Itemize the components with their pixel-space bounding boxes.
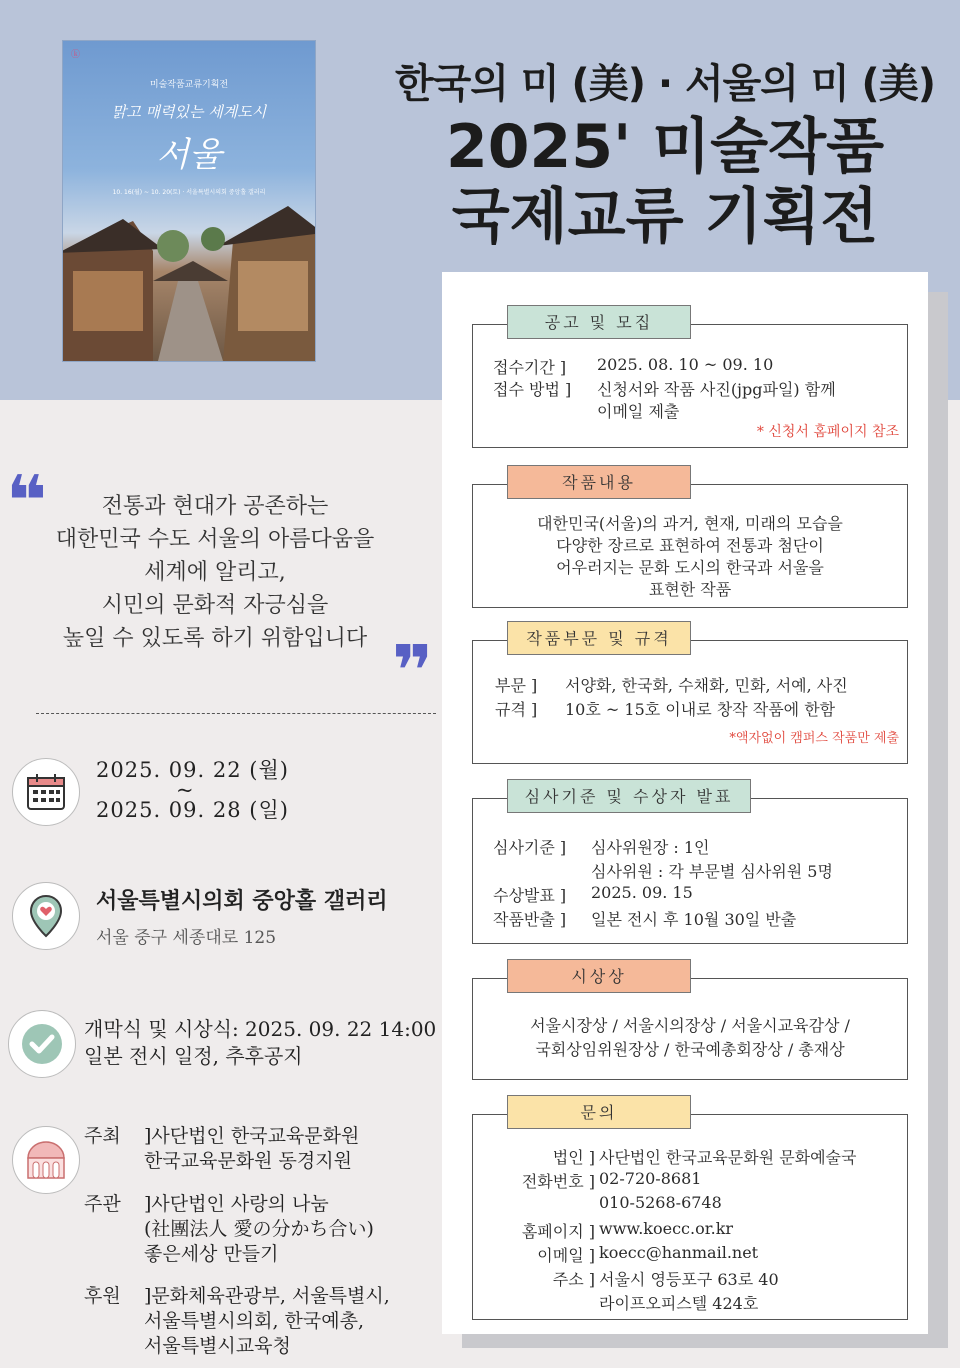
contact-addr-2: 라이프오피스텔 424호 <box>599 1294 759 1313</box>
content-tab: 작품내용 <box>507 465 691 499</box>
recruit-period-label: 접수기간 ] <box>493 358 567 377</box>
section-divider <box>36 713 436 714</box>
category-section: 서양화, 한국화, 수채화, 민화, 서예, 사진 <box>565 676 848 695</box>
building-icon <box>12 1126 80 1194</box>
contact-tab: 문의 <box>507 1095 691 1129</box>
exhibition-dates <box>96 760 289 820</box>
ceremony-line-1: 개막식 및 시상식: 2025. 09. 22 14:00 <box>84 1017 437 1041</box>
recruit-note: * 신청서 홈페이지 참조 <box>756 424 899 440</box>
contact-addr-1: 서울시 영등포구 63로 40 <box>599 1270 779 1289</box>
organizer-label: 주관 <box>84 1193 121 1215</box>
venue-address: 서울 중구 세종대로 125 <box>96 928 277 948</box>
sponsor-line: ]문화체육관광부, 서울특별시, <box>144 1285 390 1307</box>
contact-email-link[interactable]: koecc@hanmail.net <box>599 1243 759 1262</box>
hanok-village-illustration <box>63 191 316 361</box>
contact-addr-label: 주소 ] <box>552 1270 595 1289</box>
poster-date-line: 10. 16(월) ~ 10. 20(토) · 서울특별시의회 중앙홀 갤러리 <box>112 189 266 196</box>
end-date: 2025. 09. 28 (일) <box>96 798 289 822</box>
contact-email-label: 이메일 ] <box>537 1246 595 1265</box>
organizer-line: ]사단법인 사랑의 나눔 <box>144 1193 329 1215</box>
organizer-line: (社團法人 愛の分かち合い) <box>144 1218 374 1240</box>
awards-tab: 시상상 <box>507 959 691 993</box>
organizer-line: 좋은세상 만들기 <box>144 1243 279 1265</box>
content-line-3: 어우러지는 문화 도시의 한국과 서울을 <box>556 558 824 577</box>
ceremony-info <box>84 1016 436 1070</box>
mission-line: 대한민국 수도 서울의 아름다움을 <box>55 527 375 552</box>
recruit-method-1: 신청서와 작품 사진(jpg파일) 함께 <box>597 380 836 399</box>
host-label: 주최 <box>84 1125 121 1147</box>
mission-line: 세계에 알리고, <box>144 560 286 585</box>
venue-info <box>96 884 388 948</box>
awards-box <box>472 967 908 1080</box>
contact-box <box>472 1103 908 1320</box>
judging-announce-label: 수상발표 ] <box>493 886 567 905</box>
mission-line: 전통과 현대가 공존하는 <box>101 494 329 519</box>
recruit-period: 2025. 08. 10 ~ 09. 10 <box>597 355 774 374</box>
location-pin-icon <box>12 882 80 950</box>
judging-tab: 심사기준 및 수상자 발표 <box>507 779 751 813</box>
contact-phone-1[interactable]: 02-720-8681 <box>599 1169 702 1188</box>
title-line-1: 한국의 미 (美) · 서울의 미 (美) <box>395 61 935 107</box>
host-info <box>84 1124 359 1174</box>
contact-phone-label: 전화번호 ] <box>521 1172 595 1191</box>
sponsor-line: 서울특별시교육청 <box>144 1335 291 1357</box>
contact-corp: 사단법인 한국교육문화원 문화예술국 <box>599 1148 857 1167</box>
contact-web-label: 홈페이지 ] <box>521 1222 595 1241</box>
mission-statement <box>20 490 410 655</box>
sponsor-info <box>84 1284 390 1359</box>
category-size-label: 규격 ] <box>495 700 538 719</box>
title-line-3: 국제교류 기획전 <box>451 182 879 252</box>
judging-criteria-2: 심사위원 : 각 부문별 심사위원 5명 <box>591 862 833 881</box>
judging-criteria-label: 심사기준 ] <box>493 838 567 857</box>
contact-web-link[interactable]: www.koecc.or.kr <box>599 1219 734 1238</box>
poster-subtitle: 미술작품교류기획전 <box>149 80 229 90</box>
host-line: ]사단법인 한국교육문화원 <box>144 1125 360 1147</box>
organizer-info <box>84 1192 374 1267</box>
exhibition-poster-image <box>62 40 316 362</box>
venue-name: 서울특별시의회 중앙홀 갤러리 <box>96 888 388 914</box>
category-box <box>472 629 908 764</box>
content-line-2: 다양한 장르로 표현하여 전통과 첨단이 <box>556 536 824 555</box>
check-icon <box>8 1010 76 1078</box>
judging-box <box>472 787 908 944</box>
category-section-label: 부문 ] <box>495 676 538 695</box>
awards-line-2: 국회상임위원장상 / 한국예총회장상 / 총재상 <box>535 1040 845 1059</box>
content-line-4: 표현한 작품 <box>648 580 732 599</box>
date-separator: ~ <box>176 778 195 802</box>
judging-criteria-1: 심사위원장 : 1인 <box>591 838 710 857</box>
contact-phone-2[interactable]: 010-5268-6748 <box>599 1193 722 1212</box>
awards-line-1: 서울시장상 / 서울시의장상 / 서울시교육감상 / <box>530 1016 850 1035</box>
recruit-box <box>472 313 908 448</box>
sponsor-line: 서울특별시의회, 한국예총, <box>144 1310 365 1332</box>
recruit-tab: 공고 및 모집 <box>507 305 691 339</box>
close-quote-icon: ❞ <box>392 630 434 712</box>
judging-announce: 2025. 09. 15 <box>591 883 693 902</box>
open-quote-icon: ❝ <box>6 460 48 542</box>
judging-return-label: 작품반출 ] <box>493 910 567 929</box>
poster-logo: ⓚ <box>71 50 81 60</box>
category-note: *액자없이 캠퍼스 작품만 제출 <box>729 731 899 746</box>
sponsor-label: 후원 <box>84 1285 121 1307</box>
category-tab: 작품부문 및 규격 <box>507 621 691 655</box>
recruit-method-2: 이메일 제출 <box>597 402 680 421</box>
mission-line: 높일 수 있도록 하기 위함입니다 <box>62 626 368 651</box>
mission-line: 시민의 문화적 자긍심을 <box>101 593 329 618</box>
recruit-method-label: 접수 방법 ] <box>493 380 572 399</box>
ceremony-line-2: 일본 전시 일정, 추후공지 <box>84 1044 303 1068</box>
host-line: 한국교육문화원 동경지원 <box>144 1150 352 1172</box>
title-line-2: 2025' 미술작품 <box>445 112 885 182</box>
calendar-icon <box>12 758 80 826</box>
content-line-1: 대한민국(서울)의 과거, 현재, 미래의 모습을 <box>537 514 843 533</box>
category-size: 10호 ~ 15호 이내로 창작 작품에 한함 <box>565 700 836 719</box>
judging-return: 일본 전시 후 10월 30일 반출 <box>591 910 797 929</box>
poster-city: 서울 <box>156 135 222 175</box>
exhibition-title <box>370 56 960 252</box>
start-date: 2025. 09. 22 (월) <box>96 758 289 782</box>
content-box <box>472 473 908 608</box>
poster-slogan: 맑고 매력있는 세계도시 <box>111 103 267 121</box>
contact-corp-label: 법인 ] <box>552 1148 595 1167</box>
